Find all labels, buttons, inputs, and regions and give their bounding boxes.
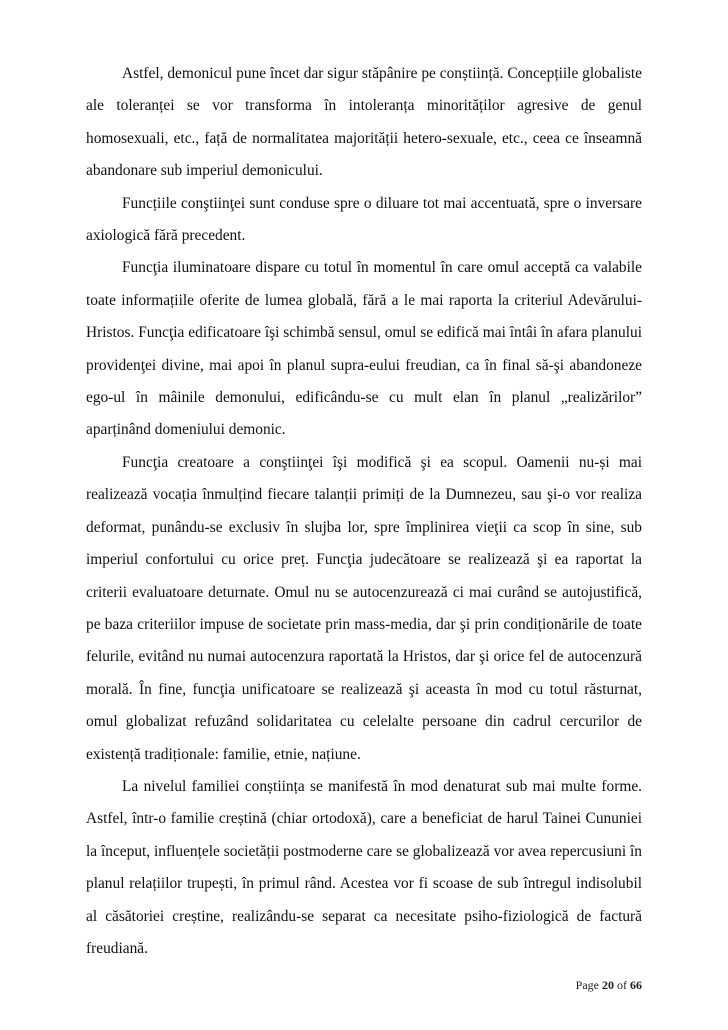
document-body — [86, 58, 642, 965]
of-label: of — [617, 978, 627, 992]
page-number: 20 — [602, 978, 614, 992]
paragraph-5: La nivelul familiei conștiința se manifestă în mod denaturat sub mai multe forme. Astfel, într-o familie creștină (chiar ortodoxă), care a beneficiat de harul Tainei Cununiei la început, influențele societății postmoderne care se globalizează vor avea repercusiuni în planul relațiilor trupești, în primul rând. Acestea vor fi scoase de sub întregul indisolubil al căsătoriei creștine, realizându-se separat ca necesitate psiho-fiziologică de factură freudiană. — [86, 777, 642, 957]
paragraph-2: Funcțiile conştiinţei sunt conduse spre o diluare tot mai accentuată, spre o inversare axiologică fără precedent. — [86, 194, 642, 245]
total-pages: 66 — [630, 978, 642, 992]
paragraph-1: Astfel, demonicul pune încet dar sigur stăpânire pe conștiință. Concepțiile globaliste ale toleranței se vor transforma în intoleranța minorităților agresive de genul homosexuali, etc., față de normalitatea majorității hetero-sexuale, etc., ceea ce înseamnă abandonare sub imperiul demonicului. — [86, 65, 642, 180]
paragraph-3: Funcţia iluminatoare dispare cu totul în momentul în care omul acceptă ca valabile toate informațiile oferite de lumea globală, fără a le mai raporta la criteriul Adevărului-Hristos. Funcţia edificatoare îşi schimbă sensul, omul se edifică mai întâi în afara planului providenţei divine, mai apoi în planul supra-eului freudian, ca în final să-şi abandoneze ego-ul în mâinile demonului, edificându-se cu mult elan în planul „realizărilor” aparținând domeniului demonic. — [86, 259, 642, 439]
paragraph-4: Funcţia creatoare a conştiinţei îşi modifică şi ea scopul. Oamenii nu-și mai realizează vocația înmulțind fiecare talanții primiți de la Dumnezeu, sau şi-o vor realiza deformat, punându-se exclusiv în slujba lor, spre împlinirea vieţii ca scop în sine, sub imperiul confortului cu orice preț. Funcţia judecătoare se realizează şi ea raportat la criterii evaluatoare deturnate. Omul nu se autocenzurează ci mai curând se autojustifică, pe baza criteriilor impuse de societate prin mass-media, dar şi prin condiționările de toate felurile, evitând nu numai autocenzura raportată la Hristos, dar şi orice fel de autocenzură morală. În fine, funcţia unificatoare se realizează şi aceasta în mod cu totul răsturnat, omul globalizat refuzând solidaritatea cu celelalte persoane din cadrul cercurilor de existență tradiționale: familie, etnie, națiune. — [86, 453, 642, 763]
page-footer — [576, 978, 642, 993]
page-label: Page — [575, 978, 599, 992]
